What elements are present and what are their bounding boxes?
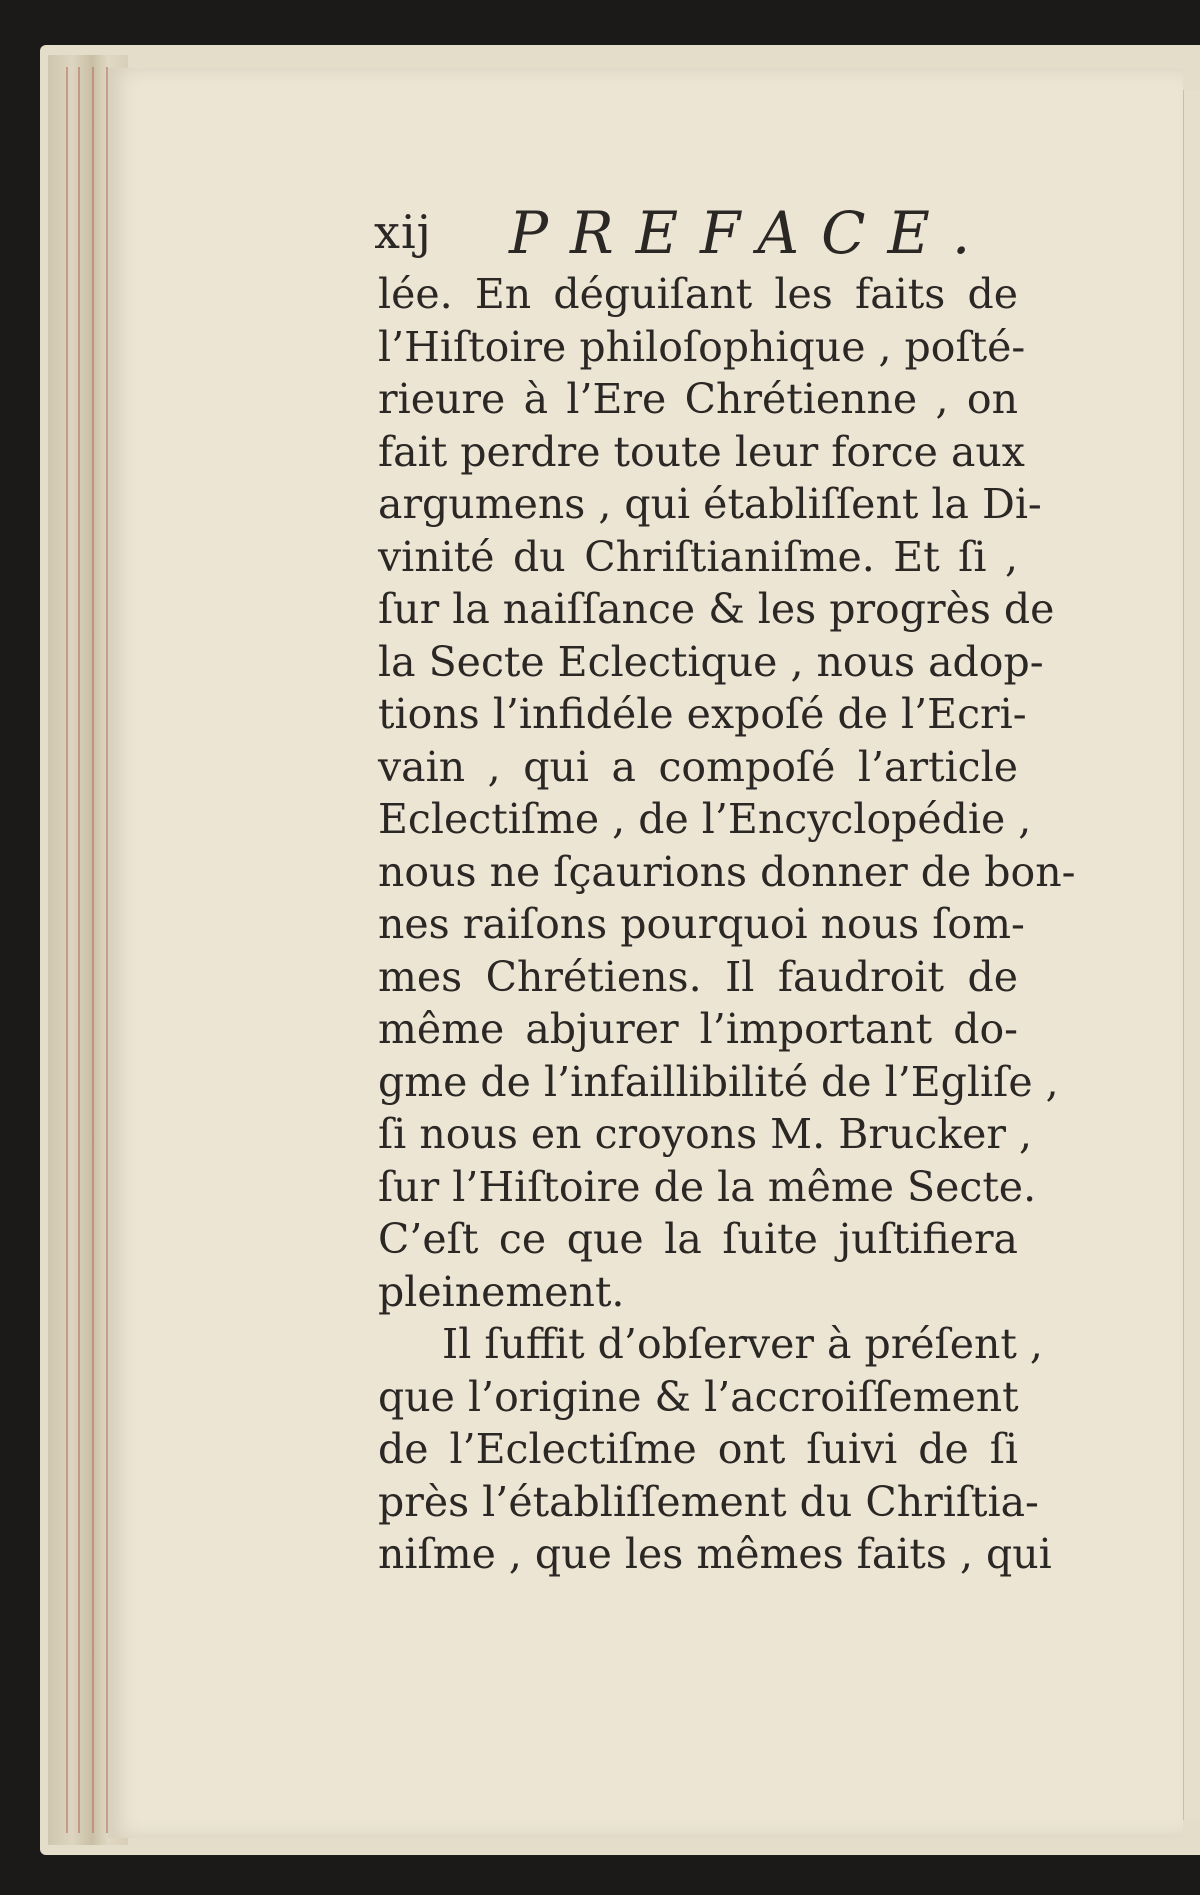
text-line: rieure à l’Ere Chrétienne , on bbox=[378, 375, 1018, 423]
running-header bbox=[374, 195, 1024, 275]
text-line: de l’Eclectiſme ont ſuivi de ſi bbox=[378, 1425, 1018, 1473]
paragraph bbox=[378, 1318, 1052, 1581]
edge-rule bbox=[66, 67, 68, 1833]
page-number: xij bbox=[374, 205, 432, 259]
edge-rule bbox=[92, 67, 94, 1833]
text-line: Eclectiſme , de l’Encyclopédie , bbox=[378, 795, 1032, 843]
text-line: nous ne ſçaurions donner de bon- bbox=[378, 847, 1076, 896]
text-line: vinité du Chriſtianiſme. Et ſi , bbox=[378, 532, 1018, 581]
text-line: C’eſt ce que la ſuite juſtifiera bbox=[378, 1215, 1018, 1263]
text-line: près l’établiſſement du Chriſtia- bbox=[378, 1477, 1039, 1526]
text-line: ſur la naiſſance & les progrès de bbox=[378, 585, 1055, 633]
facing-page-edge bbox=[1183, 90, 1200, 1820]
running-title: PREFACE. bbox=[509, 199, 993, 267]
text-line: fait perdre toute leur force aux bbox=[378, 427, 1025, 476]
text-line: niſme , que les mêmes faits , qui bbox=[378, 1530, 1052, 1578]
text-line: pleinement. bbox=[378, 1267, 625, 1316]
text-line: que l’origine & l’accroiſſement bbox=[378, 1372, 1019, 1421]
text-line: gme de l’infaillibilité de l’Egliſe , bbox=[378, 1057, 1059, 1106]
text-line: lée. En déguiſant les faits de bbox=[378, 270, 1018, 318]
paragraph bbox=[378, 268, 1076, 1318]
text-line: ſur l’Hiſtoire de la même Secte. bbox=[378, 1162, 1037, 1211]
text-line: Il ſuffit d’obſerver à préſent , bbox=[442, 1320, 1043, 1368]
text-line: nes raiſons pourquoi nous ſom- bbox=[378, 900, 1025, 948]
edge-rule bbox=[78, 67, 80, 1833]
body-text bbox=[378, 268, 1076, 1581]
text-line: l’Hiſtoire philoſophique , poſté- bbox=[378, 322, 1026, 371]
text-line: même abjurer l’important do- bbox=[378, 1005, 1018, 1053]
text-line: ſi nous en croyons M. Brucker , bbox=[378, 1110, 1033, 1158]
text-line: mes Chrétiens. Il faudroit de bbox=[378, 952, 1018, 1001]
text-line: la Secte Eclectique , nous adop- bbox=[378, 637, 1044, 686]
text-line: vain , qui a compoſé l’article bbox=[378, 742, 1018, 791]
text-line: tions l’infidéle expoſé de l’Ecri- bbox=[378, 690, 1027, 738]
text-line: argumens , qui établiſſent la Di- bbox=[378, 480, 1042, 528]
